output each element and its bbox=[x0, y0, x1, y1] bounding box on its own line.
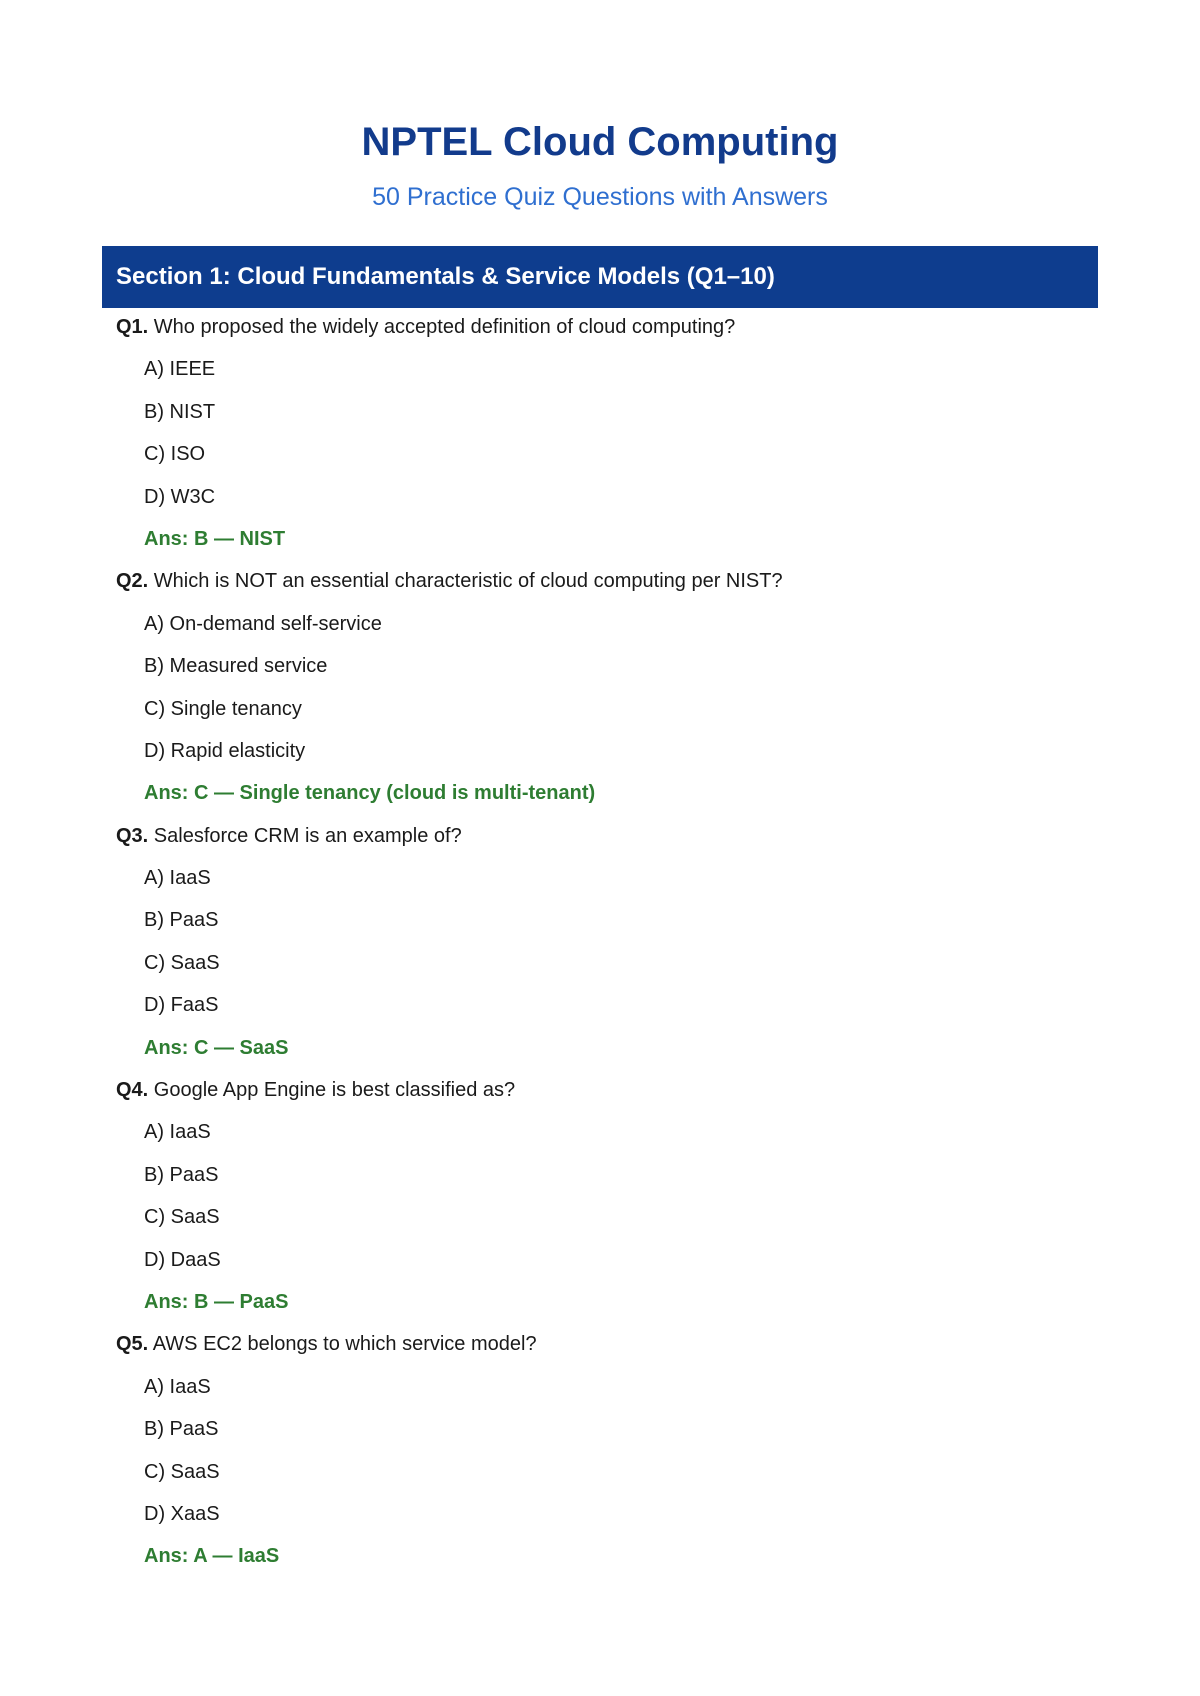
answer-line: Ans: B — NIST bbox=[144, 527, 286, 550]
option-a: A) IaaS bbox=[144, 1375, 211, 1398]
option-d: D) FaaS bbox=[144, 994, 219, 1017]
question-2 bbox=[116, 564, 1096, 606]
section-title: Section 1: Cloud Fundamentals & Service Models (Q1–10) bbox=[116, 263, 775, 290]
document-title: NPTEL Cloud Computing bbox=[361, 120, 839, 164]
question-number: Q5. bbox=[116, 1333, 149, 1356]
question-4 bbox=[116, 1073, 1096, 1115]
option-b: B) PaaS bbox=[144, 1418, 219, 1441]
question-number: Q1. bbox=[116, 316, 149, 338]
question-5 bbox=[116, 1327, 1096, 1369]
option-d: D) Rapid elasticity bbox=[144, 739, 306, 762]
option-a: A) IaaS bbox=[144, 867, 211, 890]
question-text: Google App Engine is best classified as? bbox=[148, 1079, 516, 1102]
answer-line: Ans: B — PaaS bbox=[144, 1290, 289, 1313]
option-c: C) ISO bbox=[144, 443, 206, 466]
answer-line: Ans: A — IaaS bbox=[144, 1545, 280, 1568]
question-text: Salesforce CRM is an example of? bbox=[148, 824, 462, 847]
option-c: C) SaaS bbox=[144, 1460, 220, 1483]
answer-line: Ans: C — SaaS bbox=[144, 1036, 289, 1059]
option-c: C) SaaS bbox=[144, 1206, 220, 1229]
question-1 bbox=[116, 310, 1096, 352]
option-b: B) PaaS bbox=[144, 1163, 219, 1186]
option-a: A) On-demand self-service bbox=[144, 612, 382, 635]
option-d: D) W3C bbox=[144, 485, 216, 508]
question-text: AWS EC2 belongs to which service model? bbox=[148, 1333, 537, 1356]
question-text: Who proposed the widely accepted definition of cloud computing? bbox=[148, 316, 736, 338]
document-subtitle: 50 Practice Quiz Questions with Answers bbox=[372, 183, 828, 211]
question-text: Which is NOT an essential characteristic of cloud computing per NIST? bbox=[148, 570, 783, 593]
option-b: B) PaaS bbox=[144, 909, 219, 932]
question-number: Q2. bbox=[116, 570, 149, 593]
question-number: Q4. bbox=[116, 1079, 149, 1102]
section-header bbox=[102, 246, 1098, 308]
question-list bbox=[116, 310, 1096, 1582]
option-a: A) IaaS bbox=[144, 1121, 211, 1144]
option-b: B) NIST bbox=[144, 400, 216, 423]
option-c: C) SaaS bbox=[144, 951, 220, 974]
answer-line: Ans: C — Single tenancy (cloud is multi-tenant) bbox=[144, 782, 596, 805]
option-c: C) Single tenancy bbox=[144, 697, 302, 720]
option-a: A) IEEE bbox=[144, 358, 216, 381]
option-d: D) DaaS bbox=[144, 1248, 221, 1271]
option-b: B) Measured service bbox=[144, 655, 328, 678]
question-3 bbox=[116, 819, 1096, 861]
option-d: D) XaaS bbox=[144, 1502, 220, 1525]
question-number: Q3. bbox=[116, 824, 149, 847]
